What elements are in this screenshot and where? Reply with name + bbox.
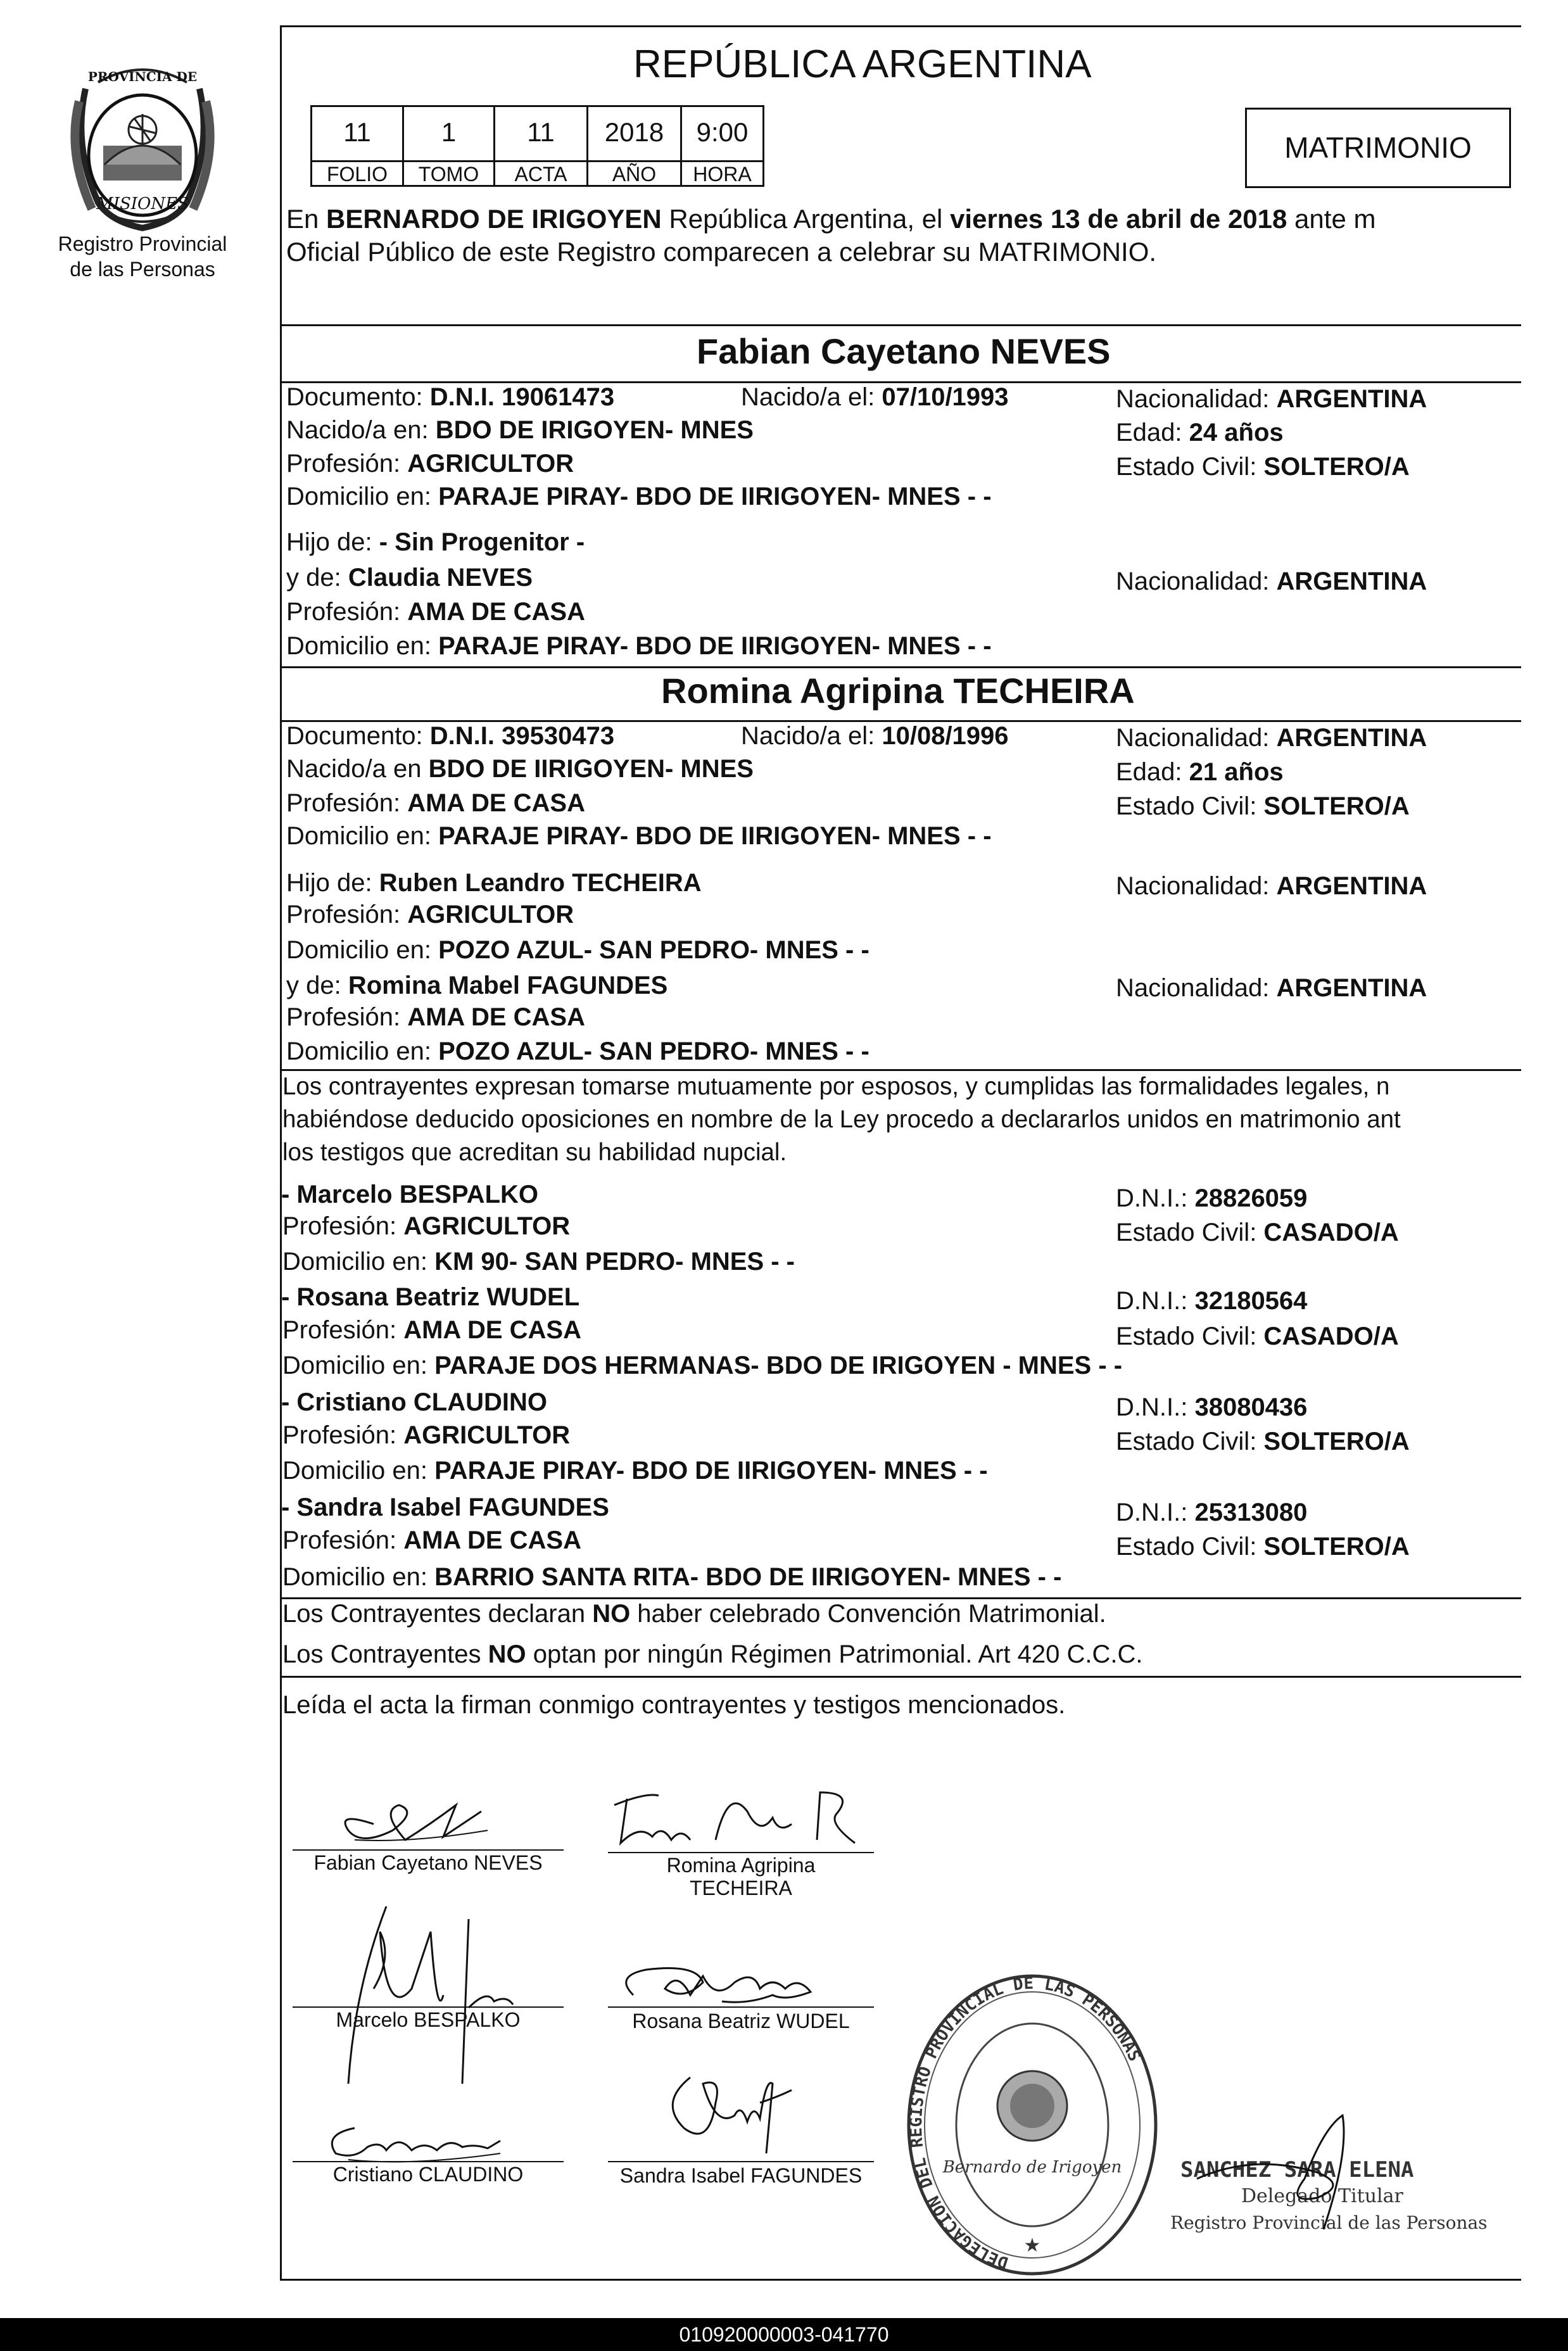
groom-father: Hijo de: - Sin Progenitor - [286,528,585,556]
witness-address: Domicilio en: KM 90- SAN PEDRO- MNES - - [282,1248,795,1276]
hour-value: 9:00 [696,117,749,147]
folio-label: FOLIO [312,160,404,185]
registry-seal-icon [899,1963,1165,2280]
witness-civil-status: Estado Civil: SOLTERO/A [1116,1428,1410,1455]
tomo-value: 1 [404,107,495,160]
witness-2-signature-icon [608,1957,874,2014]
svg-text:MISIONES: MISIONES [96,194,189,213]
witness-name: - Cristiano CLAUDINO [281,1388,547,1416]
intro-line-2: Oficial Público de este Registro comparecen a celebrar su MATRIMONIO. [286,237,1157,267]
registry-caption-1: Registro Provincial [58,232,227,255]
divider-declaration [280,1069,1521,1071]
groom-signature-label: Fabian Cayetano NEVES [313,1851,543,1874]
bride-civil-status: Estado Civil: SOLTERO/A [1116,792,1410,820]
groom-mother-nationality: Nacionalidad: ARGENTINA [1116,567,1427,595]
misiones-emblem-icon [60,51,225,234]
witness-3-signature-icon [310,2115,538,2166]
witness-4-signature-line [608,2161,874,2162]
svg-text:★: ★ [1023,2234,1041,2257]
witness-name: - Marcelo BESPALKO [281,1181,538,1208]
bride-profession: Profesión: AMA DE CASA [286,789,585,817]
official-role: Delegado Titular [1241,2185,1403,2207]
groom-document: Documento: D.N.I. 19061473 [286,383,615,411]
bride-birthplace: Nacido/a en BDO DE IIRIGOYEN- MNES [286,755,754,783]
witness-dni: D.N.I.: 38080436 [1116,1393,1308,1421]
registry-caption-2: de las Personas [70,258,215,281]
witness-address: Domicilio en: PARAJE PIRAY- BDO DE IIRIGOYEN- MNES - - [282,1457,988,1485]
groom-address: Domicilio en: PARAJE PIRAY- BDO DE IIRIGOYEN- MNES - - [286,483,992,510]
bride-document: Documento: D.N.I. 39530473 [286,722,615,750]
tomo-label: TOMO [404,160,495,185]
groom-mother-profession: Profesión: AMA DE CASA [286,598,585,626]
groom-birthdate: Nacido/a el: 07/10/1993 [741,383,1009,411]
witness-profession: Profesión: AGRICULTOR [282,1212,571,1240]
bride-address: Domicilio en: PARAJE PIRAY- BDO DE IIRIGOYEN- MNES - - [286,822,992,850]
witness-dni: D.N.I.: 32180564 [1116,1287,1308,1315]
bride-mother-profession: Profesión: AMA DE CASA [286,1003,585,1031]
year-value: 2018 [588,107,682,160]
bride-name: Romina Agripina TECHEIRA [661,671,1135,711]
svg-text:DELEGACION DEL REGISTRO PROVIN: DELEGACION DEL REGISTRO PROVINCIAL DE LAS PERSONAS [906,1974,1144,2272]
bride-signature-label-2: TECHEIRA [690,1877,792,1899]
document-code: 010920000003-041770 [679,2323,889,2346]
svg-text:Bernardo de Irigoyen: Bernardo de Irigoyen [942,2158,1122,2177]
groom-birthplace: Nacido/a en: BDO DE IRIGOYEN- MNES [286,416,754,444]
year-label: AÑO [588,160,682,185]
folio-value: 11 [312,107,404,160]
groom-name: Fabian Cayetano NEVES [697,331,1111,371]
witness-profession: Profesión: AMA DE CASA [282,1526,581,1554]
read-and-signed: Leída el acta la firman conmigo contrayentes y testigos mencionados. [282,1691,1066,1719]
groom-signature-icon [298,1786,564,1856]
witness-name: - Rosana Beatriz WUDEL [281,1283,580,1311]
witness-2-signature-line [608,2006,874,2008]
witness-dni: D.N.I.: 25313080 [1116,1499,1308,1526]
witness-profession: Profesión: AGRICULTOR [282,1421,571,1449]
witness-civil-status: Estado Civil: CASADO/A [1116,1322,1399,1350]
groom-mother-address: Domicilio en: PARAJE PIRAY- BDO DE IIRIGOYEN- MNES - - [286,632,992,660]
groom-age: Edad: 24 años [1116,419,1284,447]
bride-signature-icon [602,1780,874,1856]
bride-father: Hijo de: Ruben Leandro TECHEIRA [286,869,702,897]
bride-mother-nationality: Nacionalidad: ARGENTINA [1116,974,1427,1002]
intro-line-1: En BERNARDO DE IRIGOYEN República Argentina, el viernes 13 de abril de 2018 ante m [286,204,1376,234]
bride-father-address: Domicilio en: POZO AZUL- SAN PEDRO- MNES - - [286,936,869,964]
footer-bar [0,2318,1568,2351]
witness-address: Domicilio en: BARRIO SANTA RITA- BDO DE IIRIGOYEN- MNES - - [282,1563,1062,1591]
declaration-line-2: habiéndose deducido oposiciones en nombre de la Ley procedo a declararlos unidos en matrimonio ant [282,1106,1401,1133]
official-name: SANCHEZ SARA ELENA [1180,2157,1414,2183]
declaration-line-3: los testigos que acreditan su habilidad nupcial. [282,1139,787,1166]
bride-signature-label-1: Romina Agripina [666,1854,816,1877]
declaration-line-1: Los contrayentes expresan tomarse mutuamente por esposos, y cumplidas las formalidades legales, n [282,1073,1390,1100]
top-border [280,25,1521,27]
witness-name: - Sandra Isabel FAGUNDES [281,1493,609,1521]
groom-nationality: Nacionalidad: ARGENTINA [1116,385,1427,413]
witness-4-signature-icon [646,2065,823,2166]
divider-bride-top [280,666,1521,668]
record-type-box: MATRIMONIO [1245,108,1511,188]
bride-mother-address: Domicilio en: POZO AZUL- SAN PEDRO- MNES - - [286,1037,869,1065]
witness-profession: Profesión: AMA DE CASA [282,1316,581,1344]
witness-1-signature-label: Marcelo BESPALKO [336,2008,521,2031]
groom-civil-status: Estado Civil: SOLTERO/A [1116,453,1410,481]
witness-4-signature-label: Sandra Isabel FAGUNDES [619,2164,863,2187]
bride-father-profession: Profesión: AGRICULTOR [286,901,574,928]
bride-age: Edad: 21 años [1116,758,1284,786]
groom-mother: y de: Claudia NEVES [286,564,533,592]
acta-value: 11 [495,107,588,160]
divider-groom-top [280,324,1521,326]
witness-civil-status: Estado Civil: CASADO/A [1116,1219,1399,1246]
clause-convention: Los Contrayentes declaran NO haber celebrado Convención Matrimonial. [282,1600,1106,1628]
witness-2-signature-label: Rosana Beatriz WUDEL [632,2010,850,2032]
witness-civil-status: Estado Civil: SOLTERO/A [1116,1533,1410,1561]
bride-nationality: Nacionalidad: ARGENTINA [1116,724,1427,752]
clause-regime: Los Contrayentes NO optan por ningún Régimen Patrimonial. Art 420 C.C.C. [282,1640,1143,1668]
witness-3-signature-label: Cristiano CLAUDINO [332,2163,524,2186]
record-grid [310,105,764,187]
bride-birthdate: Nacido/a el: 10/08/1996 [741,722,1009,750]
acta-label: ACTA [495,160,588,185]
bride-father-nationality: Nacionalidad: ARGENTINA [1116,872,1427,900]
witness-address: Domicilio en: PARAJE DOS HERMANAS- BDO DE IRIGOYEN - MNES - - [282,1352,1123,1379]
country-title: REPÚBLICA ARGENTINA [633,42,1092,86]
witness-dni: D.N.I.: 28826059 [1116,1184,1308,1212]
witness-1-signature-icon [317,1894,545,2096]
svg-text:PROVINCIA DE: PROVINCIA DE [87,69,198,84]
bride-mother: y de: Romina Mabel FAGUNDES [286,972,668,999]
official-signature-icon [1191,2103,1393,2242]
groom-profession: Profesión: AGRICULTOR [286,450,574,478]
official-org: Registro Provincial de las Personas [1170,2212,1488,2233]
divider-read [280,1676,1521,1678]
left-border [280,25,282,2280]
hour-label: HORA [682,160,762,185]
